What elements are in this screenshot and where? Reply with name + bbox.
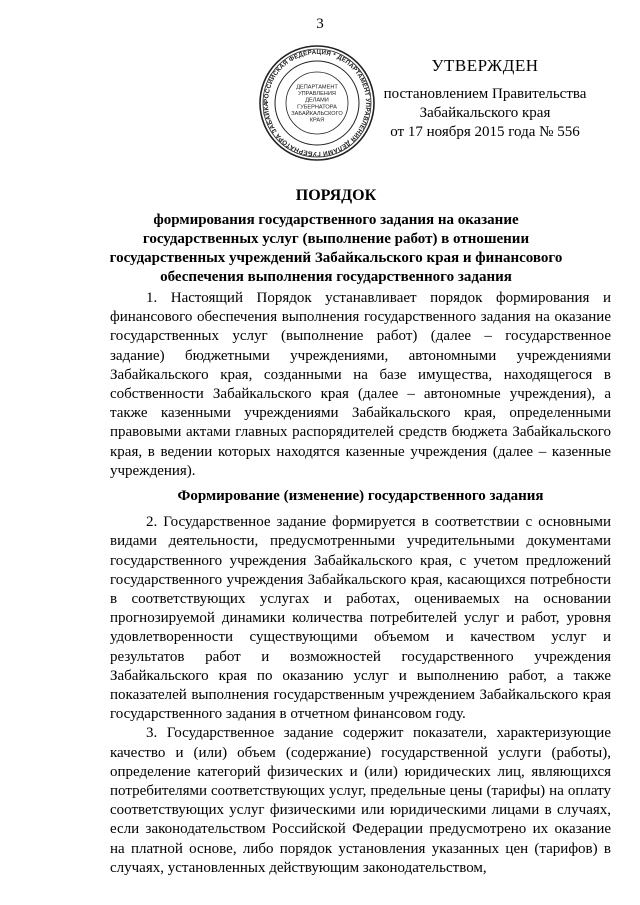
title-line: обеспечения выполнения государственного задания (160, 269, 512, 285)
paragraph-1: 1. Настоящий Порядок устанавливает порядок формирования и финансового обеспечения выполнения государственного задания на оказание государственных услуг (выполнение работ) (далее – государственное задание) бюджетными учреждениями, автономными учреждениями Забайкальского края, созданными на базе имущества, находящегося в собственности Забайкальского края (далее – автономные учреждения), а также казенными учреждениями Забайкальского края, определенными правовыми актами главных распорядителей средств бюджета Забайкальского края, в ведении которых находятся казенные учреждения (далее – казенные учреждения). (110, 290, 611, 479)
page-number: 3 (316, 16, 324, 32)
stamp-center-line: ГУБЕРНАТОРА (297, 104, 337, 111)
section-heading: Формирование (изменение) государственного задания (177, 488, 544, 505)
title-line: государственных услуг (выполнение работ) в отношении (142, 231, 530, 247)
approval-line: от 17 ноября 2015 года № 556 (390, 124, 580, 140)
title-line: государственных учреждений Забайкальского края и финансового (109, 250, 563, 266)
title-heading: ПОРЯДОК (295, 187, 377, 204)
approval-block (380, 56, 590, 142)
stamp-center-line: ДЕПАРТАМЕНТ (296, 84, 338, 91)
seal-graphic (258, 44, 376, 162)
official-seal-stamp (258, 44, 376, 162)
stamp-center-line: УПРАВЛЕНИЯ (298, 91, 336, 98)
svg-text:РОССИЙСКАЯ ФЕДЕРАЦИЯ * ДЕПАРТА: РОССИЙСКАЯ ФЕДЕРАЦИЯ * ДЕПАРТАМЕНТ УПРАВЛЕНИЯ ДЕЛАМИ ГУБЕРНАТОРА ЗАБАЙКА (262, 48, 372, 158)
approval-line: постановлением Правительства (383, 86, 587, 102)
stamp-center-line: ДЕЛАМИ (305, 97, 329, 104)
document-body (110, 289, 611, 878)
paragraph-3: 3. Государственное задание содержит показатели, характеризующие качество и (или) объем (содержание) государственной услуги (работы), определение категорий физических и (или) юридических лиц, являющихся потребителями соответствующих услуг, предельные цены (тарифы) на оплату соответствующих услуг физическими или юридическими лицами в случаях, если законодательством Российской Федерации предусмотрено их оказание на платной основе, либо порядок установления указанных цен (тарифов) в случаях, установленных действующим законодательством, (110, 725, 611, 876)
stamp-center-line: КРАЯ (309, 117, 325, 124)
document-title (98, 186, 574, 287)
stamp-center-line: ЗАБАЙКАЛЬСКОГО (291, 110, 343, 117)
paragraph-2: 2. Государственное задание формируется в соответствии с основными видами деятельности, предусмотренными учредительными документами государственного учреждения Забайкальского края, с учетом предложений государственного учреждения Забайкальского края, касающихся потребности в соответствующих услугах и работах, оцениваемых на основании прогнозируемой динамики количества потребителей услуг и работ, уровня удовлетворенности существующими объемом и качеством услуг и результатов работ и возможностей государственного учреждения Забайкальского края по оказанию услуг и выполнению работ, а также показателей выполнения государственным учреждением Забайкальского края государственного задания в отчетном финансовом году. (110, 514, 611, 723)
approved-label: УТВЕРЖДЕН (431, 56, 539, 75)
title-line: формирования государственного задания на оказание (153, 212, 519, 228)
approval-line: Забайкальского края (419, 105, 551, 121)
